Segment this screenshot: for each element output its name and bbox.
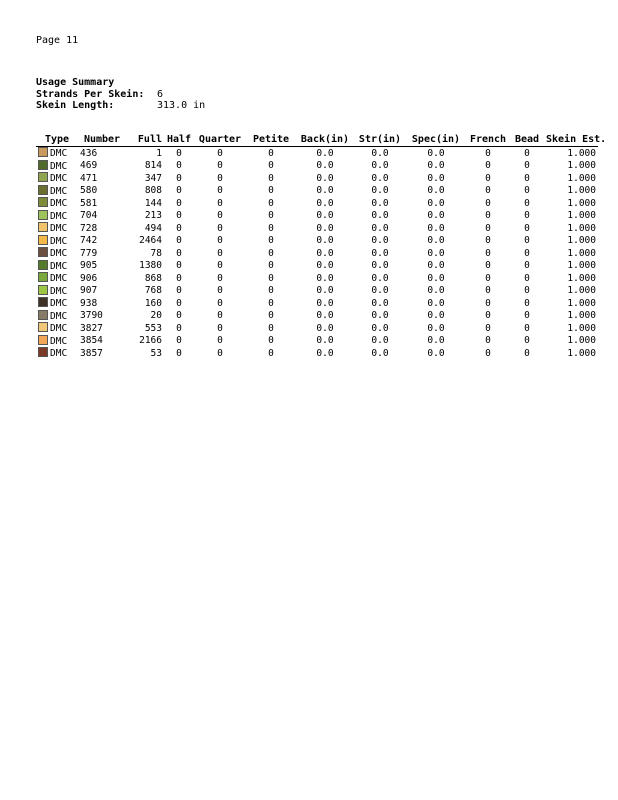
cell-spec: 0.0 (427, 322, 445, 334)
cell-full: 2464 (139, 235, 162, 246)
cell-half: 0 (176, 297, 182, 309)
type-label: DMC (50, 260, 68, 272)
cell-full: 53 (150, 347, 162, 359)
type-label: DMC (50, 160, 68, 172)
col-header-number: Number (78, 134, 126, 147)
cell-french: 0 (485, 322, 491, 334)
col-header-quarter: Quarter (194, 134, 246, 147)
cell-back: 0.0 (316, 247, 334, 259)
usage-summary (36, 77, 205, 112)
cell-quarter: 0 (217, 297, 223, 309)
cell-spec: 0.0 (427, 297, 445, 309)
table-row (36, 260, 598, 273)
cell-quarter: 0 (217, 247, 223, 259)
cell-french: 0 (485, 185, 491, 196)
cell-spec: 0.0 (427, 172, 445, 184)
cell-full: 1 (156, 147, 162, 159)
table-row (36, 335, 598, 348)
color-swatch (38, 272, 48, 282)
cell-str: 0.0 (371, 247, 389, 259)
cell-french: 0 (485, 247, 491, 259)
cell-bead: 0 (524, 247, 530, 259)
cell-petite: 0 (268, 172, 274, 184)
color-swatch (38, 160, 48, 170)
table-row (36, 347, 598, 360)
cell-type (36, 235, 78, 248)
type-label: DMC (50, 348, 68, 359)
color-swatch (38, 297, 48, 307)
cell-type (36, 222, 78, 235)
cell-petite: 0 (268, 235, 274, 246)
cell-french: 0 (485, 147, 491, 159)
cell-petite: 0 (268, 347, 274, 359)
color-swatch (38, 247, 48, 257)
cell-spec: 0.0 (427, 185, 445, 196)
cell-skein-est: 1.000 (567, 272, 596, 284)
type-label: DMC (50, 335, 68, 347)
table-row (36, 235, 598, 248)
cell-back: 0.0 (316, 235, 334, 246)
cell-petite: 0 (268, 322, 274, 334)
cell-french: 0 (485, 160, 491, 171)
cell-type (36, 285, 78, 298)
cell-spec: 0.0 (427, 272, 445, 284)
cell-full: 868 (144, 272, 162, 284)
cell-bead: 0 (524, 185, 530, 196)
cell-half: 0 (176, 172, 182, 184)
color-swatch (38, 285, 48, 295)
cell-number: 938 (80, 297, 98, 309)
cell-bead: 0 (524, 285, 530, 296)
cell-type (36, 247, 78, 260)
cell-str: 0.0 (371, 297, 389, 309)
cell-full: 808 (144, 185, 162, 196)
col-header-skein-est: Skein Est. (546, 134, 607, 145)
cell-skein-est: 1.000 (567, 172, 596, 184)
cell-petite: 0 (268, 310, 274, 321)
cell-half: 0 (176, 222, 182, 234)
color-swatch (38, 310, 48, 320)
cell-back: 0.0 (316, 260, 334, 271)
cell-petite: 0 (268, 260, 274, 271)
cell-bead: 0 (524, 335, 530, 346)
col-header-full: Full (126, 134, 164, 147)
cell-quarter: 0 (217, 160, 223, 171)
cell-petite: 0 (268, 272, 274, 284)
cell-spec: 0.0 (427, 335, 445, 346)
cell-bead: 0 (524, 147, 530, 159)
cell-number: 3827 (80, 322, 103, 334)
cell-spec: 0.0 (427, 285, 445, 296)
type-label: DMC (50, 298, 68, 309)
col-header-back: Back(in) (296, 134, 354, 147)
cell-full: 2166 (139, 335, 162, 346)
cell-str: 0.0 (371, 222, 389, 234)
cell-str: 0.0 (371, 172, 389, 184)
color-swatch (38, 222, 48, 232)
table-row (36, 310, 598, 323)
usage-table (36, 134, 607, 360)
cell-back: 0.0 (316, 335, 334, 346)
strands-value: 6 (157, 88, 164, 100)
cell-half: 0 (176, 160, 182, 171)
col-header-petite: Petite (246, 134, 296, 147)
cell-full: 1380 (139, 260, 162, 271)
cell-petite: 0 (268, 285, 274, 296)
cell-spec: 0.0 (427, 347, 445, 359)
cell-type (36, 185, 78, 198)
cell-skein-est: 1.000 (567, 185, 596, 196)
cell-half: 0 (176, 272, 182, 284)
cell-full: 160 (144, 297, 162, 309)
cell-str: 0.0 (371, 272, 389, 284)
cell-type (36, 172, 78, 185)
cell-half: 0 (176, 310, 182, 321)
cell-str: 0.0 (371, 310, 389, 321)
cell-back: 0.0 (316, 322, 334, 334)
cell-half: 0 (176, 147, 182, 159)
cell-quarter: 0 (217, 310, 223, 321)
cell-quarter: 0 (217, 197, 223, 209)
type-label: DMC (50, 148, 68, 159)
cell-back: 0.0 (316, 222, 334, 234)
cell-full: 553 (144, 322, 162, 334)
cell-number: 704 (80, 210, 98, 221)
type-label: DMC (50, 198, 68, 209)
cell-str: 0.0 (371, 147, 389, 159)
table-row (36, 197, 598, 210)
cell-quarter: 0 (217, 147, 223, 159)
col-header-half: Half (164, 134, 194, 147)
cell-quarter: 0 (217, 322, 223, 334)
col-header-type: Type (36, 134, 78, 147)
cell-type (36, 335, 78, 348)
cell-number: 3790 (80, 310, 103, 321)
cell-skein-est: 1.000 (567, 222, 596, 234)
cell-back: 0.0 (316, 147, 334, 159)
cell-str: 0.0 (371, 285, 389, 296)
col-header-bead: Bead (510, 134, 544, 147)
cell-quarter: 0 (217, 347, 223, 359)
cell-french: 0 (485, 260, 491, 271)
cell-french: 0 (485, 210, 491, 221)
cell-bead: 0 (524, 322, 530, 334)
cell-back: 0.0 (316, 297, 334, 309)
skein-length-value: 313.0 in (157, 100, 206, 111)
cell-full: 347 (144, 172, 162, 184)
cell-half: 0 (176, 347, 182, 359)
cell-str: 0.0 (371, 335, 389, 346)
cell-number: 906 (80, 272, 98, 284)
cell-type (36, 147, 78, 160)
cell-full: 213 (144, 210, 162, 221)
table-row (36, 172, 598, 185)
cell-full: 494 (144, 222, 162, 234)
cell-quarter: 0 (217, 235, 223, 246)
cell-spec: 0.0 (427, 222, 445, 234)
table-row (36, 210, 598, 223)
cell-back: 0.0 (316, 347, 334, 359)
cell-str: 0.0 (371, 160, 389, 171)
cell-petite: 0 (268, 335, 274, 346)
cell-quarter: 0 (217, 285, 223, 296)
cell-skein-est: 1.000 (567, 310, 596, 321)
cell-french: 0 (485, 285, 491, 296)
cell-number: 581 (80, 197, 98, 209)
cell-spec: 0.0 (427, 210, 445, 221)
cell-french: 0 (485, 272, 491, 284)
table-row (36, 285, 598, 298)
cell-number: 436 (80, 147, 98, 159)
cell-str: 0.0 (371, 210, 389, 221)
table-row (36, 147, 598, 160)
cell-skein-est: 1.000 (567, 147, 596, 159)
cell-type (36, 160, 78, 173)
type-label: DMC (50, 173, 68, 184)
cell-spec: 0.0 (427, 235, 445, 246)
cell-french: 0 (485, 347, 491, 359)
type-label: DMC (50, 185, 68, 197)
cell-str: 0.0 (371, 185, 389, 196)
page-number: Page 11 (36, 35, 79, 46)
color-swatch (38, 322, 48, 332)
table-header-row (36, 134, 598, 147)
cell-skein-est: 1.000 (567, 235, 596, 246)
cell-back: 0.0 (316, 160, 334, 171)
cell-back: 0.0 (316, 310, 334, 321)
color-swatch (38, 185, 48, 195)
cell-skein-est: 1.000 (567, 285, 596, 296)
cell-skein-est: 1.000 (567, 297, 596, 309)
cell-bead: 0 (524, 235, 530, 246)
cell-half: 0 (176, 235, 182, 246)
cell-spec: 0.0 (427, 310, 445, 321)
color-swatch (38, 260, 48, 270)
table-row (36, 322, 598, 335)
cell-bead: 0 (524, 347, 530, 359)
cell-french: 0 (485, 222, 491, 234)
cell-bead: 0 (524, 172, 530, 184)
cell-bead: 0 (524, 210, 530, 221)
type-label: DMC (50, 235, 68, 247)
cell-full: 768 (144, 285, 162, 296)
cell-back: 0.0 (316, 272, 334, 284)
cell-petite: 0 (268, 197, 274, 209)
cell-half: 0 (176, 210, 182, 221)
cell-str: 0.0 (371, 197, 389, 209)
cell-half: 0 (176, 247, 182, 259)
cell-bead: 0 (524, 160, 530, 171)
cell-spec: 0.0 (427, 197, 445, 209)
summary-title: Usage Summary (36, 77, 115, 88)
cell-french: 0 (485, 197, 491, 209)
cell-half: 0 (176, 285, 182, 296)
cell-bead: 0 (524, 297, 530, 309)
cell-number: 905 (80, 260, 98, 271)
cell-petite: 0 (268, 160, 274, 171)
cell-number: 742 (80, 235, 98, 246)
cell-bead: 0 (524, 260, 530, 271)
cell-full: 814 (144, 160, 162, 171)
cell-number: 3857 (80, 347, 103, 359)
cell-back: 0.0 (316, 210, 334, 221)
cell-str: 0.0 (371, 322, 389, 334)
cell-french: 0 (485, 172, 491, 184)
cell-half: 0 (176, 260, 182, 271)
table-row (36, 272, 598, 285)
type-label: DMC (50, 223, 68, 234)
cell-bead: 0 (524, 222, 530, 234)
cell-back: 0.0 (316, 197, 334, 209)
cell-type (36, 197, 78, 210)
cell-skein-est: 1.000 (567, 322, 596, 334)
cell-quarter: 0 (217, 335, 223, 346)
cell-number: 728 (80, 222, 98, 234)
cell-half: 0 (176, 197, 182, 209)
cell-petite: 0 (268, 297, 274, 309)
cell-quarter: 0 (217, 210, 223, 221)
cell-str: 0.0 (371, 347, 389, 359)
color-swatch (38, 335, 48, 345)
cell-type (36, 210, 78, 223)
cell-petite: 0 (268, 247, 274, 259)
cell-half: 0 (176, 185, 182, 196)
cell-quarter: 0 (217, 272, 223, 284)
color-swatch (38, 147, 48, 157)
cell-number: 469 (80, 160, 98, 171)
color-swatch (38, 347, 48, 357)
cell-type (36, 260, 78, 273)
cell-skein-est: 1.000 (567, 247, 596, 259)
table-row (36, 247, 598, 260)
cell-skein-est: 1.000 (567, 197, 596, 209)
color-swatch (38, 172, 48, 182)
type-label: DMC (50, 310, 68, 322)
cell-spec: 0.0 (427, 147, 445, 159)
cell-full: 144 (144, 197, 162, 209)
cell-skein-est: 1.000 (567, 335, 596, 346)
cell-quarter: 0 (217, 260, 223, 271)
cell-bead: 0 (524, 272, 530, 284)
cell-back: 0.0 (316, 285, 334, 296)
cell-french: 0 (485, 297, 491, 309)
cell-number: 779 (80, 247, 98, 259)
type-label: DMC (50, 248, 68, 259)
cell-petite: 0 (268, 185, 274, 196)
cell-bead: 0 (524, 197, 530, 209)
cell-type (36, 347, 78, 360)
cell-petite: 0 (268, 222, 274, 234)
table-row (36, 297, 598, 310)
cell-number: 3854 (80, 335, 103, 346)
cell-bead: 0 (524, 310, 530, 321)
cell-quarter: 0 (217, 185, 223, 196)
cell-petite: 0 (268, 147, 274, 159)
cell-skein-est: 1.000 (567, 160, 596, 171)
cell-str: 0.0 (371, 235, 389, 246)
cell-skein-est: 1.000 (567, 347, 596, 359)
cell-back: 0.0 (316, 172, 334, 184)
cell-french: 0 (485, 310, 491, 321)
strands-label: Strands Per Skein: (36, 88, 145, 100)
table-row (36, 222, 598, 235)
cell-back: 0.0 (316, 185, 334, 196)
col-header-str: Str(in) (354, 134, 406, 147)
cell-petite: 0 (268, 210, 274, 221)
cell-french: 0 (485, 235, 491, 246)
cell-full: 20 (150, 310, 162, 321)
color-swatch (38, 235, 48, 245)
color-swatch (38, 197, 48, 207)
skein-length-label: Skein Length: (36, 100, 115, 111)
type-label: DMC (50, 285, 68, 297)
cell-half: 0 (176, 322, 182, 334)
table-row (36, 160, 598, 173)
cell-number: 471 (80, 172, 98, 184)
type-label: DMC (50, 210, 68, 222)
cell-number: 580 (80, 185, 98, 196)
cell-skein-est: 1.000 (567, 210, 596, 221)
color-swatch (38, 210, 48, 220)
cell-spec: 0.0 (427, 260, 445, 271)
col-header-french: French (466, 134, 510, 147)
cell-str: 0.0 (371, 260, 389, 271)
cell-half: 0 (176, 335, 182, 346)
cell-spec: 0.0 (427, 247, 445, 259)
cell-spec: 0.0 (427, 160, 445, 171)
cell-number: 907 (80, 285, 98, 296)
cell-quarter: 0 (217, 172, 223, 184)
type-label: DMC (50, 273, 68, 284)
cell-quarter: 0 (217, 222, 223, 234)
cell-skein-est: 1.000 (567, 260, 596, 271)
cell-type (36, 310, 78, 323)
col-header-spec: Spec(in) (406, 134, 466, 147)
type-label: DMC (50, 323, 68, 334)
table-row (36, 185, 598, 198)
cell-french: 0 (485, 335, 491, 346)
cell-type (36, 272, 78, 285)
cell-type (36, 297, 78, 310)
cell-type (36, 322, 78, 335)
cell-full: 78 (150, 247, 162, 259)
